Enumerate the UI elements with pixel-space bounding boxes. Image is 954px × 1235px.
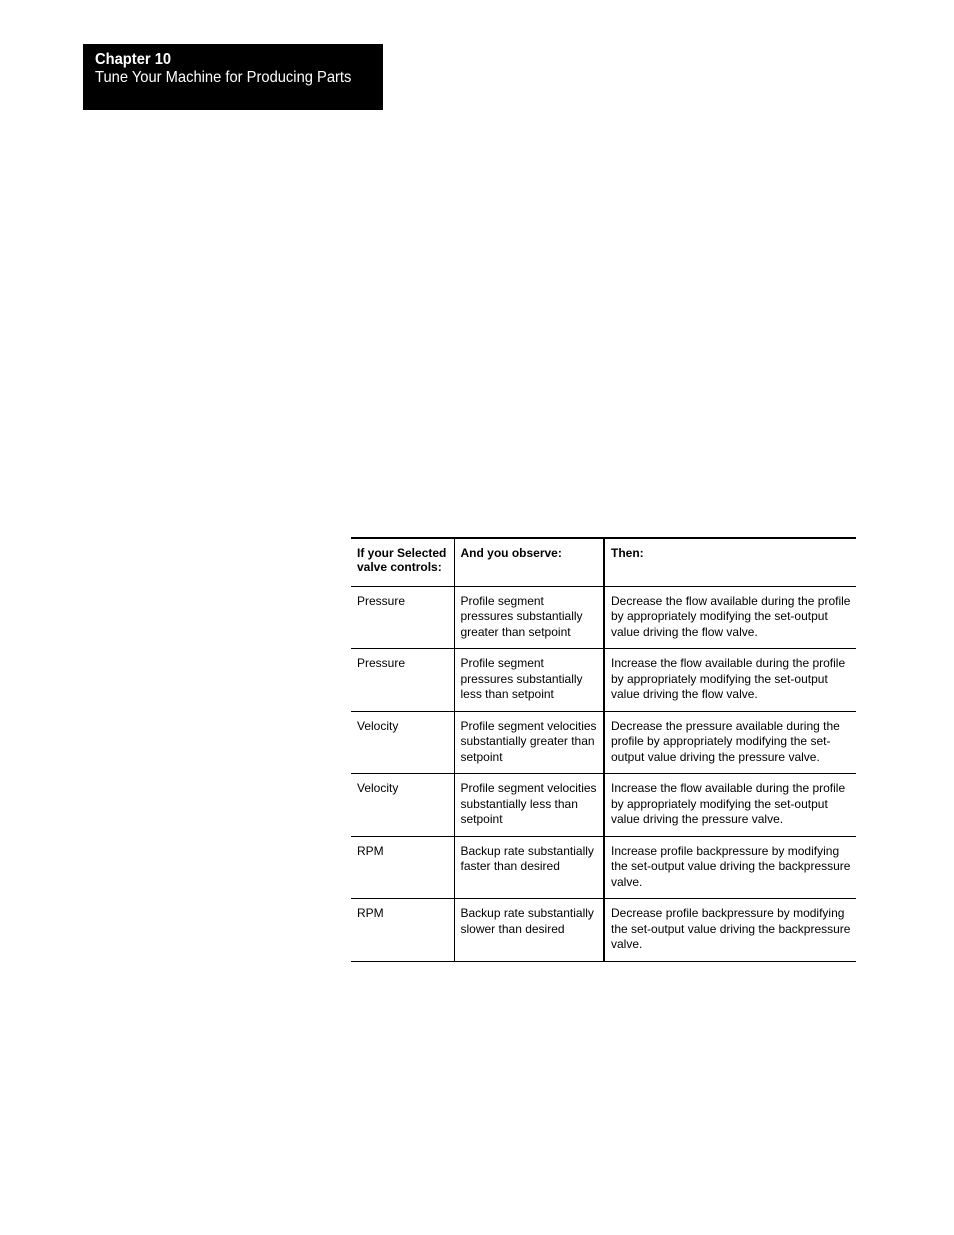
action-cell: Increase the flow available during the profile by appropriately modifying the set-output value driving the flow valve. bbox=[604, 649, 856, 712]
header-then: Then: bbox=[604, 538, 856, 586]
table-row bbox=[351, 649, 856, 712]
valve-cell: RPM bbox=[351, 836, 454, 899]
chapter-header bbox=[83, 44, 383, 110]
header-observe: And you observe: bbox=[454, 538, 604, 586]
table-row bbox=[351, 586, 856, 649]
observation-cell: Profile segment velocities substantially greater than setpoint bbox=[454, 711, 604, 774]
valve-control-table bbox=[351, 537, 856, 962]
observation-cell: Profile segment pressures substantially greater than setpoint bbox=[454, 586, 604, 649]
table-row bbox=[351, 836, 856, 899]
action-cell: Decrease the pressure available during the profile by appropriately modifying the set-output value driving the pressure valve. bbox=[604, 711, 856, 774]
chapter-number: Chapter 10 bbox=[95, 51, 172, 68]
observation-cell: Profile segment pressures substantially less than setpoint bbox=[454, 649, 604, 712]
action-cell: Increase the flow available during the profile by appropriately modifying the set-output value driving the pressure valve. bbox=[604, 774, 856, 837]
observation-cell: Profile segment velocities substantially less than setpoint bbox=[454, 774, 604, 837]
action-cell: Decrease the flow available during the profile by appropriately modifying the set-output value driving the flow valve. bbox=[604, 586, 856, 649]
chapter-title: Tune Your Machine for Producing Parts bbox=[95, 69, 352, 86]
valve-cell: Pressure bbox=[351, 586, 454, 649]
table-row bbox=[351, 711, 856, 774]
table-row bbox=[351, 774, 856, 837]
header-valve-controls: If your Selected valve controls: bbox=[351, 538, 454, 586]
valve-cell: Velocity bbox=[351, 774, 454, 837]
observation-cell: Backup rate substantially faster than desired bbox=[454, 836, 604, 899]
table-row bbox=[351, 899, 856, 962]
table-header-row bbox=[351, 538, 856, 586]
observation-cell: Backup rate substantially slower than desired bbox=[454, 899, 604, 962]
valve-cell: Pressure bbox=[351, 649, 454, 712]
valve-cell: RPM bbox=[351, 899, 454, 962]
valve-cell: Velocity bbox=[351, 711, 454, 774]
action-cell: Decrease profile backpressure by modifying the set-output value driving the backpressure valve. bbox=[604, 899, 856, 962]
action-cell: Increase profile backpressure by modifying the set-output value driving the backpressure valve. bbox=[604, 836, 856, 899]
